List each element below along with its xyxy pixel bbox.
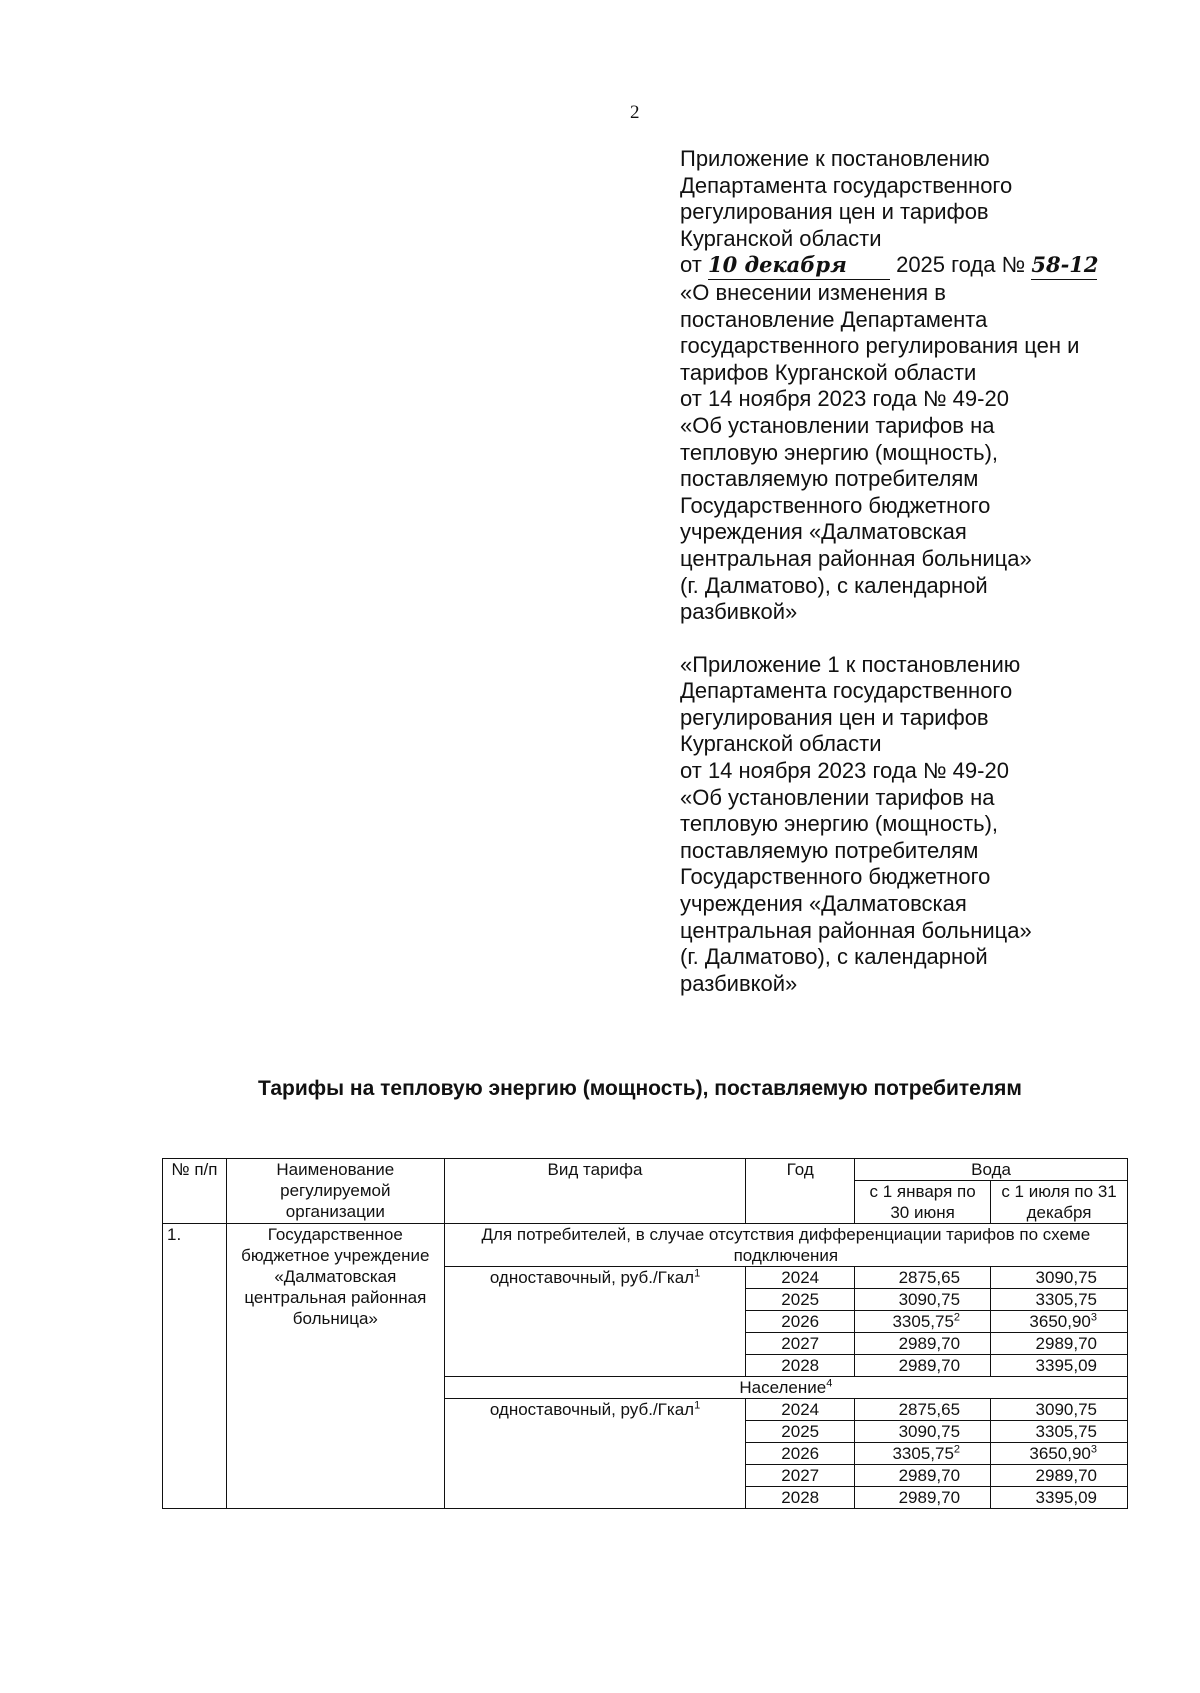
appendix-line: тепловую энергию (мощность), [680, 811, 999, 837]
header-row [163, 1159, 1128, 1181]
appendix-line: разбивкой» [680, 970, 798, 996]
value-cell: 3090,75 [855, 1289, 991, 1311]
value-cell: 2989,70 [855, 1487, 991, 1509]
appendix-line: учреждения «Далматовская [680, 891, 967, 917]
value-cell: 3395,09 [991, 1355, 1128, 1377]
value-cell: 2875,65 [855, 1399, 991, 1421]
date-prefix: от [680, 252, 702, 278]
year-cell: 2026 [746, 1443, 855, 1465]
appendix-line: Государственного бюджетного [680, 864, 991, 890]
year-cell: 2025 [746, 1289, 855, 1311]
approval-line: Курганской области [680, 225, 882, 251]
footnote-mark: 1 [694, 1399, 701, 1412]
value-cell: 3305,75$^2$ [855, 1443, 991, 1465]
handwritten-date: 10 декабря [708, 252, 890, 280]
approval-line: тарифов Курганской области [680, 359, 977, 385]
section-row [163, 1224, 1128, 1267]
appendix-line: Департамента государственного [680, 678, 1013, 704]
value-cell: 2989,70 [855, 1355, 991, 1377]
year-cell: 2025 [746, 1421, 855, 1443]
approval-line: (г. Далматово), с календарной [680, 572, 988, 598]
appendix-line: от 14 ноября 2023 года № 49-20 [680, 758, 1009, 784]
header-num: № п/п [163, 1159, 227, 1224]
year-cell: 2028 [746, 1355, 855, 1377]
appendix-line: (г. Далматово), с календарной [680, 944, 988, 970]
header-period-2: с 1 июля по 31 декабря [991, 1181, 1128, 1224]
value-cell: 3650,90$^3$ [991, 1443, 1128, 1465]
year-cell: 2027 [746, 1465, 855, 1487]
approval-line: поставляемую потребителям [680, 466, 979, 492]
approval-line: государственного регулирования цен и [680, 333, 1080, 359]
approval-line: постановление Департамента [680, 306, 988, 332]
year-cell: 2024 [746, 1399, 855, 1421]
header-tariff-type: Вид тарифа [444, 1159, 746, 1224]
value-cell: 2989,70 [855, 1333, 991, 1355]
appendix-line: «Приложение 1 к постановлению [680, 651, 1021, 677]
approval-line: «О внесении изменения в [680, 279, 946, 305]
appendix-line: центральная районная больница» [680, 917, 1032, 943]
value-cell: 3305,75 [991, 1289, 1128, 1311]
approval-line: от 14 ноября 2023 года № 49-20 [680, 386, 1009, 412]
header-year: Год [746, 1159, 855, 1224]
approval-line: «Об установлении тарифов на [680, 412, 995, 438]
approval-line: Департамента государственного [680, 172, 1013, 198]
approval-line: разбивкой» [680, 599, 798, 625]
appendix-line: регулирования цен и тарифов [680, 704, 989, 730]
value-cell: 3650,90$^3$ [991, 1311, 1128, 1333]
value-cell: 3395,09 [991, 1487, 1128, 1509]
approval-line: тепловую энергию (мощность), [680, 439, 999, 465]
tariff-table [162, 1158, 1128, 1509]
approval-date-line [680, 252, 1150, 280]
appendix-line: «Об установлении тарифов на [680, 784, 995, 810]
approval-block [680, 146, 1150, 997]
handwritten-number: 58-12 [1031, 252, 1097, 280]
header-org: Наименование регулируемой организации [226, 1159, 444, 1224]
value-cell: 3090,75 [855, 1421, 991, 1443]
header-water: Вода [855, 1159, 1128, 1181]
year-cell: 2027 [746, 1333, 855, 1355]
value-cell: 2989,70 [991, 1333, 1128, 1355]
footnote-mark: 4 [826, 1377, 833, 1390]
header-period-1: с 1 января по 30 июня [855, 1181, 991, 1224]
value-cell: 2875,65 [855, 1267, 991, 1289]
footnote-mark: 1 [694, 1267, 701, 1280]
page-number: 2 [630, 102, 640, 123]
year-cell: 2024 [746, 1267, 855, 1289]
value-cell: 2989,70 [855, 1465, 991, 1487]
document-title: Тарифы на тепловую энергию (мощность), поставляемую потребителям [258, 1077, 1022, 1100]
year-text: 2025 года № [896, 252, 1026, 278]
row-number: 1. [163, 1224, 227, 1509]
value-cell: 3305,75$^2$ [855, 1311, 991, 1333]
approval-line: Приложение к постановлению [680, 146, 990, 171]
tariff-type: одноставочный, руб./Гкал$^1$ [444, 1267, 746, 1377]
approval-line: центральная районная больница» [680, 545, 1032, 571]
approval-line: Государственного бюджетного [680, 492, 991, 518]
year-cell: 2026 [746, 1311, 855, 1333]
appendix-line: Курганской области [680, 731, 882, 757]
value-cell: 3090,75 [991, 1399, 1128, 1421]
value-cell: 2989,70 [991, 1465, 1128, 1487]
approval-line: регулирования цен и тарифов [680, 199, 989, 225]
section-heading: Население$^4$ [444, 1377, 1127, 1399]
organization-name: Государственное бюджетное учреждение «Далматовская центральная районная больница» [226, 1224, 444, 1509]
value-cell: 3090,75 [991, 1267, 1128, 1289]
tariff-type: одноставочный, руб./Гкал$^1$ [444, 1399, 746, 1509]
appendix-line: поставляемую потребителям [680, 837, 979, 863]
year-cell: 2028 [746, 1487, 855, 1509]
value-cell: 3305,75 [991, 1421, 1128, 1443]
section-heading: Для потребителей, в случае отсутствия дифференциации тарифов по схеме подключения [444, 1224, 1127, 1267]
approval-line: учреждения «Далматовская [680, 519, 967, 545]
